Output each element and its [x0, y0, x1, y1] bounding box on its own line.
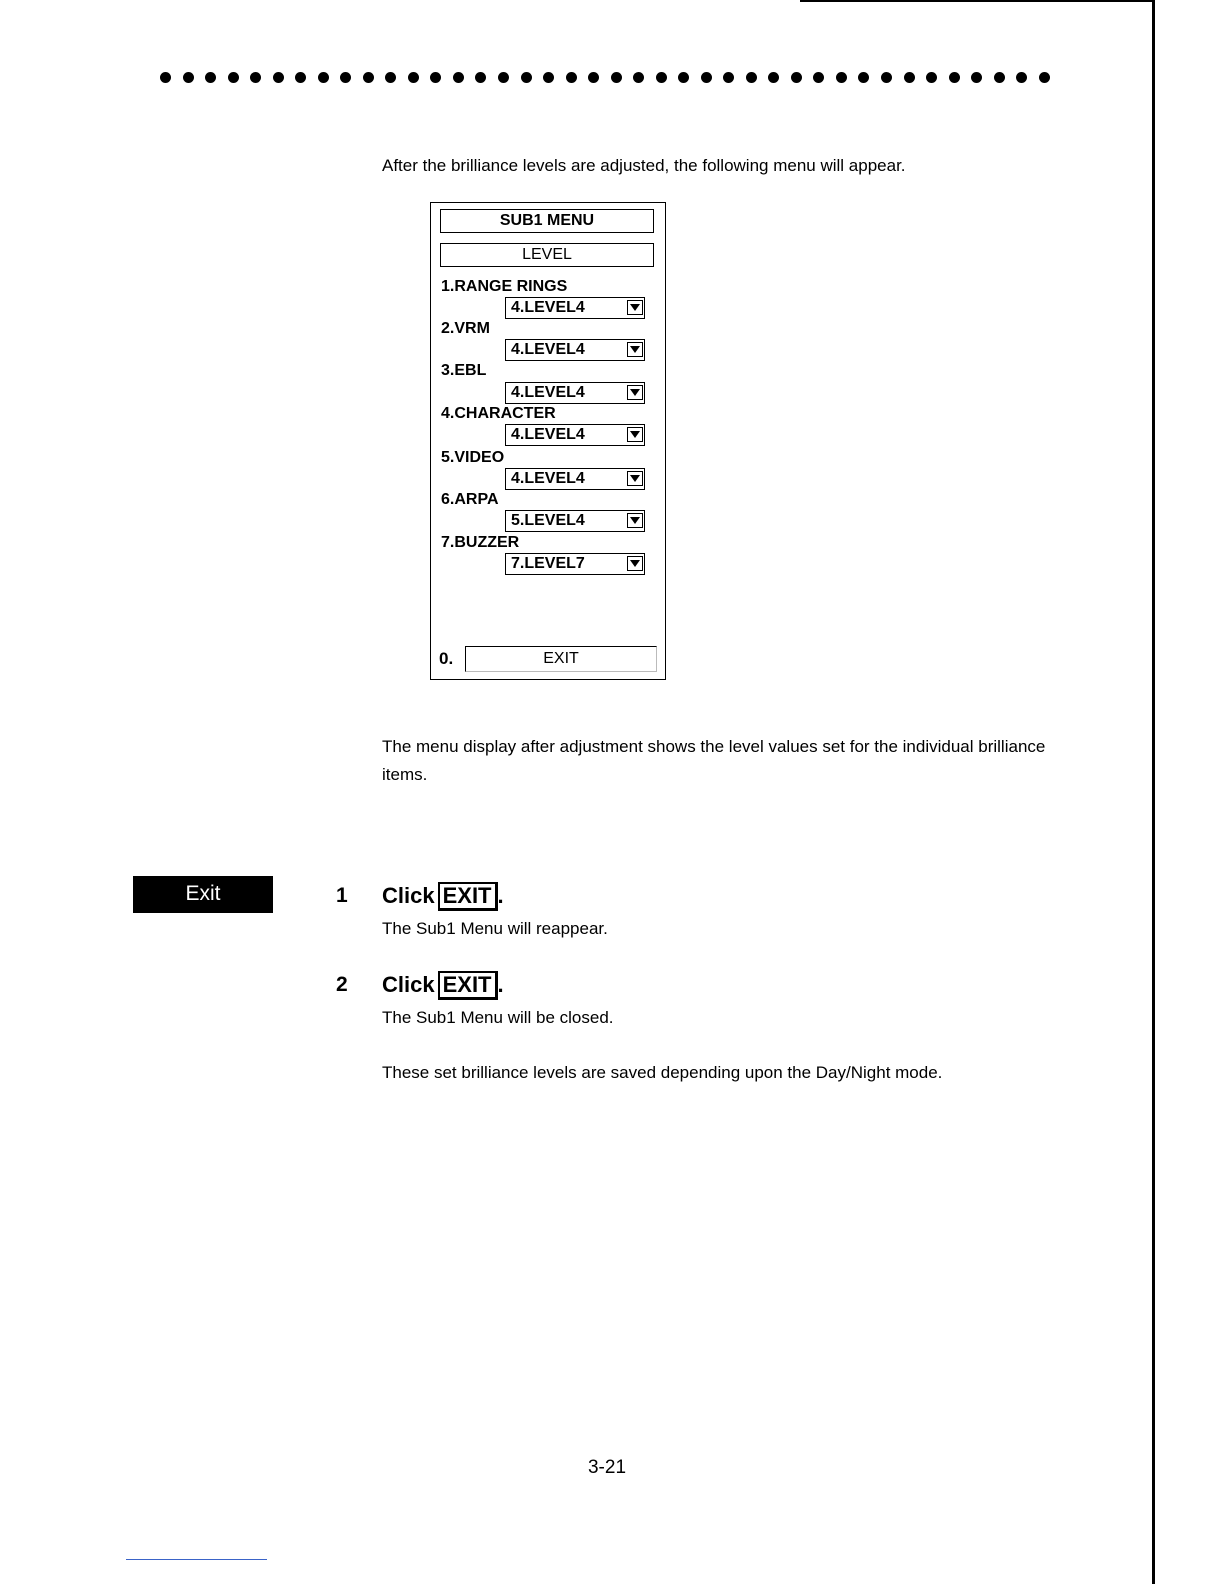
step-verb: Click: [382, 883, 435, 908]
exit-key[interactable]: EXIT: [438, 971, 498, 1000]
dropdown-arrow-icon[interactable]: [627, 471, 643, 486]
divider-dot: [453, 72, 464, 83]
menu-item-label: 2.VRM: [441, 320, 490, 337]
exit-number: 0.: [439, 649, 454, 668]
divider-dot: [521, 72, 532, 83]
divider-dot: [656, 72, 667, 83]
dropdown-arrow-icon[interactable]: [627, 427, 643, 442]
level-select-range-rings[interactable]: [505, 297, 645, 319]
divider-dot: [340, 72, 351, 83]
select-value: 5.LEVEL4: [511, 512, 585, 529]
menu-item-label: 6.ARPA: [441, 491, 499, 508]
page-border-top: [800, 0, 1155, 2]
step-suffix: .: [497, 883, 504, 908]
footer-rule: [126, 1559, 267, 1560]
step-suffix: .: [497, 972, 504, 997]
page-number: 3-21: [587, 1457, 627, 1478]
exit-key[interactable]: EXIT: [438, 882, 498, 911]
divider-dot: [994, 72, 1005, 83]
divider-dot: [904, 72, 915, 83]
select-value: 4.LEVEL4: [511, 470, 585, 487]
divider-dot: [949, 72, 960, 83]
level-select-character[interactable]: [505, 424, 645, 446]
after-paragraph: The menu display after adjustment shows the level values set for the individual brilliance items.: [382, 737, 1046, 784]
saved-paragraph: These set brilliance levels are saved depending upon the Day/Night mode.: [382, 1063, 943, 1082]
divider-dot: [813, 72, 824, 83]
divider-dot: [475, 72, 486, 83]
dropdown-arrow-icon[interactable]: [627, 556, 643, 571]
menu-exit-button[interactable]: EXIT: [465, 646, 657, 672]
divider-dot: [498, 72, 509, 83]
divider-dot: [250, 72, 261, 83]
divider-dot: [160, 72, 171, 83]
step-number: 2: [336, 973, 348, 996]
dropdown-arrow-icon[interactable]: [627, 385, 643, 400]
divider-dot: [385, 72, 396, 83]
divider-dot: [183, 72, 194, 83]
level-select-video[interactable]: [505, 468, 645, 490]
dropdown-arrow-icon[interactable]: [627, 513, 643, 528]
divider-dot: [273, 72, 284, 83]
step-description: The Sub1 Menu will reappear.: [382, 919, 608, 938]
divider-dot: [566, 72, 577, 83]
menu-item-label: 5.VIDEO: [441, 449, 505, 466]
select-value: 4.LEVEL4: [511, 384, 585, 401]
menu-item-label: 3.EBL: [441, 362, 487, 379]
step-verb: Click: [382, 972, 435, 997]
step-heading: [382, 882, 504, 911]
menu-item-label: 4.CHARACTER: [441, 405, 556, 422]
divider-dot: [228, 72, 239, 83]
level-select-buzzer[interactable]: [505, 553, 645, 575]
dot-row-divider: [160, 69, 1050, 85]
level-select-arpa[interactable]: [505, 510, 645, 532]
divider-dot: [1039, 72, 1050, 83]
divider-dot: [858, 72, 869, 83]
divider-dot: [318, 72, 329, 83]
step-heading: [382, 971, 504, 1000]
divider-dot: [205, 72, 216, 83]
divider-dot: [701, 72, 712, 83]
divider-dot: [1016, 72, 1027, 83]
dropdown-arrow-icon[interactable]: [627, 300, 643, 315]
step-description: The Sub1 Menu will be closed.: [382, 1008, 614, 1027]
select-value: 7.LEVEL7: [511, 555, 585, 572]
divider-dot: [971, 72, 982, 83]
exit-section-tag: Exit: [133, 876, 273, 913]
select-value: 4.LEVEL4: [511, 341, 585, 358]
divider-dot: [881, 72, 892, 83]
menu-item-label: 1.RANGE RINGS: [441, 278, 568, 295]
divider-dot: [791, 72, 802, 83]
intro-paragraph: After the brilliance levels are adjusted, the following menu will appear.: [382, 156, 906, 175]
divider-dot: [430, 72, 441, 83]
divider-dot: [543, 72, 554, 83]
level-select-vrm[interactable]: [505, 339, 645, 361]
divider-dot: [408, 72, 419, 83]
divider-dot: [746, 72, 757, 83]
divider-dot: [723, 72, 734, 83]
divider-dot: [633, 72, 644, 83]
menu-title: SUB1 MENU: [440, 209, 654, 233]
divider-dot: [295, 72, 306, 83]
step-number: 1: [336, 884, 348, 907]
sub1-menu-panel: [430, 202, 666, 680]
level-select-ebl[interactable]: [505, 382, 645, 404]
divider-dot: [588, 72, 599, 83]
menu-item-label: 7.BUZZER: [441, 534, 520, 551]
select-value: 4.LEVEL4: [511, 426, 585, 443]
dropdown-arrow-icon[interactable]: [627, 342, 643, 357]
divider-dot: [836, 72, 847, 83]
select-value: 4.LEVEL4: [511, 299, 585, 316]
menu-subtitle: LEVEL: [440, 243, 654, 267]
page-border-right: [1152, 0, 1155, 1584]
divider-dot: [926, 72, 937, 83]
divider-dot: [768, 72, 779, 83]
divider-dot: [363, 72, 374, 83]
divider-dot: [611, 72, 622, 83]
divider-dot: [678, 72, 689, 83]
